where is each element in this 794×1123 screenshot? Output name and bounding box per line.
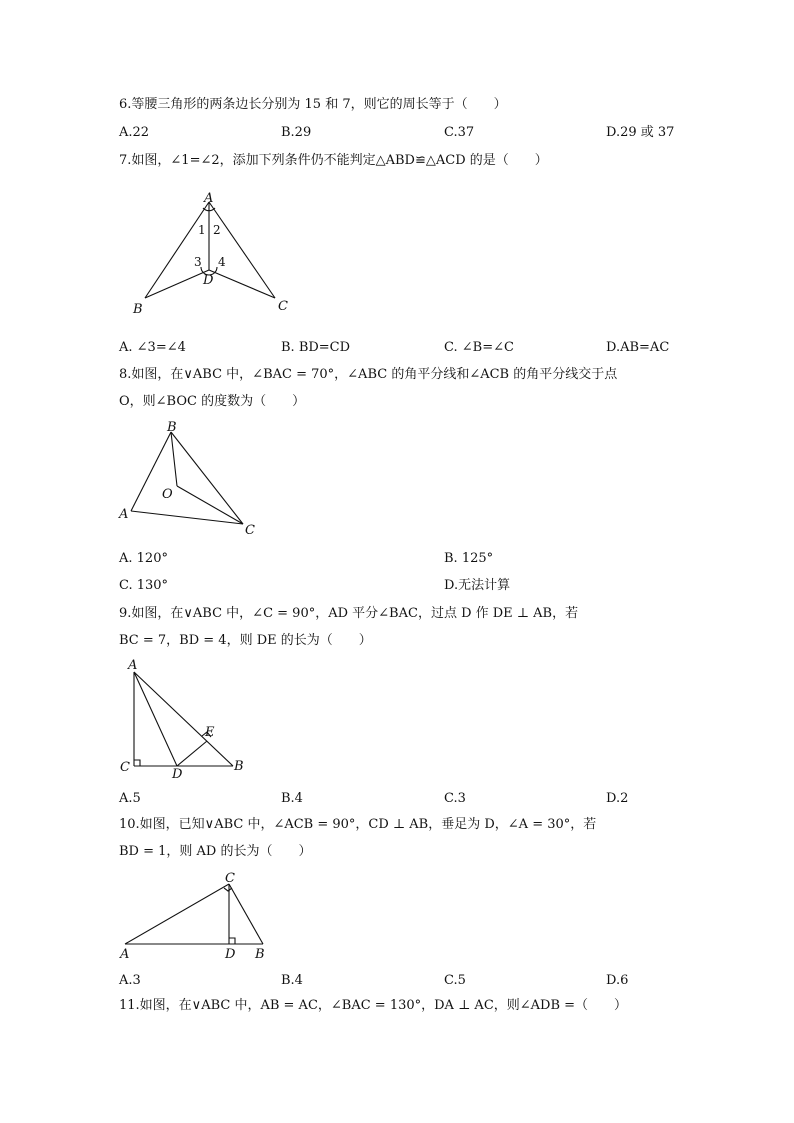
q7-option-c: C. ∠B=∠C [444, 340, 514, 355]
q8-option-d: D.无法计算 [444, 578, 511, 593]
q7-angle-1: 1 [198, 223, 206, 237]
q9-label-a: A [128, 658, 138, 673]
q10-figure [115, 868, 275, 963]
q7-label-b: B [133, 302, 143, 317]
q7-option-a: A. ∠3=∠4 [119, 340, 186, 355]
q9-option-c: C.3 [444, 791, 466, 806]
q7-angle-3: 3 [194, 255, 202, 269]
q10-text-line1: 10.如图，已知∨ABC 中，∠ACB = 90°，CD ⊥ AB，垂足为 D，∠A = 30°，若 [119, 817, 597, 832]
q10-option-b: B.4 [281, 973, 303, 988]
q8-option-a: A. 120° [119, 551, 168, 566]
q6-option-a: A.22 [119, 125, 150, 140]
q10-label-d: D [225, 947, 236, 962]
q9-text-line2: BC = 7，BD = 4，则 DE 的长为（ ） [119, 633, 372, 648]
q9-label-c: C [120, 760, 130, 775]
q10-label-b: B [255, 947, 265, 962]
q7-diagram [125, 188, 295, 318]
q9-option-b: B.4 [281, 791, 303, 806]
q9-option-a: A.5 [119, 791, 141, 806]
q7-label-c: C [278, 299, 288, 314]
q7-option-d: D.AB=AC [606, 340, 670, 355]
q8-label-b: B [167, 420, 177, 435]
q8-option-c: C. 130° [119, 578, 169, 593]
q8-diagram [115, 418, 265, 540]
q9-label-e: E [205, 725, 215, 740]
q10-option-c: C.5 [444, 973, 466, 988]
q7-label-d: D [203, 273, 214, 288]
q7-text: 7.如图，∠1=∠2，添加下列条件仍不能判定△ABD≌△ACD 的是（ ） [119, 153, 548, 168]
q6-text: 6.等腰三角形的两条边长分别为 15 和 7，则它的周长等于（ ） [119, 97, 507, 112]
q8-figure [115, 418, 265, 540]
q6-option-c: C.37 [444, 125, 475, 140]
q8-label-o: O [162, 487, 173, 502]
q9-label-b: B [234, 759, 244, 774]
q7-figure [125, 188, 295, 318]
q8-text-line1: 8.如图，在∨ABC 中，∠BAC = 70°，∠ABC 的角平分线和∠ACB 的角平分线交于点 [119, 367, 618, 382]
q7-angle-2: 2 [213, 223, 221, 237]
q10-label-a: A [120, 947, 130, 962]
q10-text-line2: BD = 1，则 AD 的长为（ ） [119, 844, 312, 859]
q10-diagram [115, 868, 275, 963]
q7-option-b: B. BD=CD [281, 340, 351, 355]
q10-option-d: D.6 [606, 973, 629, 988]
q8-text-line2: O，则∠BOC 的度数为（ ） [119, 394, 306, 409]
q6-option-d: D.29 或 37 [606, 125, 675, 140]
q9-option-d: D.2 [606, 791, 629, 806]
q7-angle-4: 4 [218, 255, 226, 269]
q9-text-line1: 9.如图，在∨ABC 中，∠C = 90°，AD 平分∠BAC，过点 D 作 DE ⊥ AB，若 [119, 606, 579, 621]
q11-text: 11.如图，在∨ABC 中，AB = AC，∠BAC = 130°，DA ⊥ AC，则∠ADB =（ ） [119, 998, 628, 1013]
q9-figure [115, 656, 255, 781]
q9-label-d: D [172, 767, 183, 782]
q8-label-c: C [245, 523, 255, 538]
q8-label-a: A [119, 507, 129, 522]
q10-label-c: C [225, 871, 235, 886]
q8-option-b: B. 125° [444, 551, 494, 566]
q6-option-b: B.29 [281, 125, 312, 140]
q10-option-a: A.3 [119, 973, 141, 988]
q7-label-a: A [204, 191, 214, 206]
